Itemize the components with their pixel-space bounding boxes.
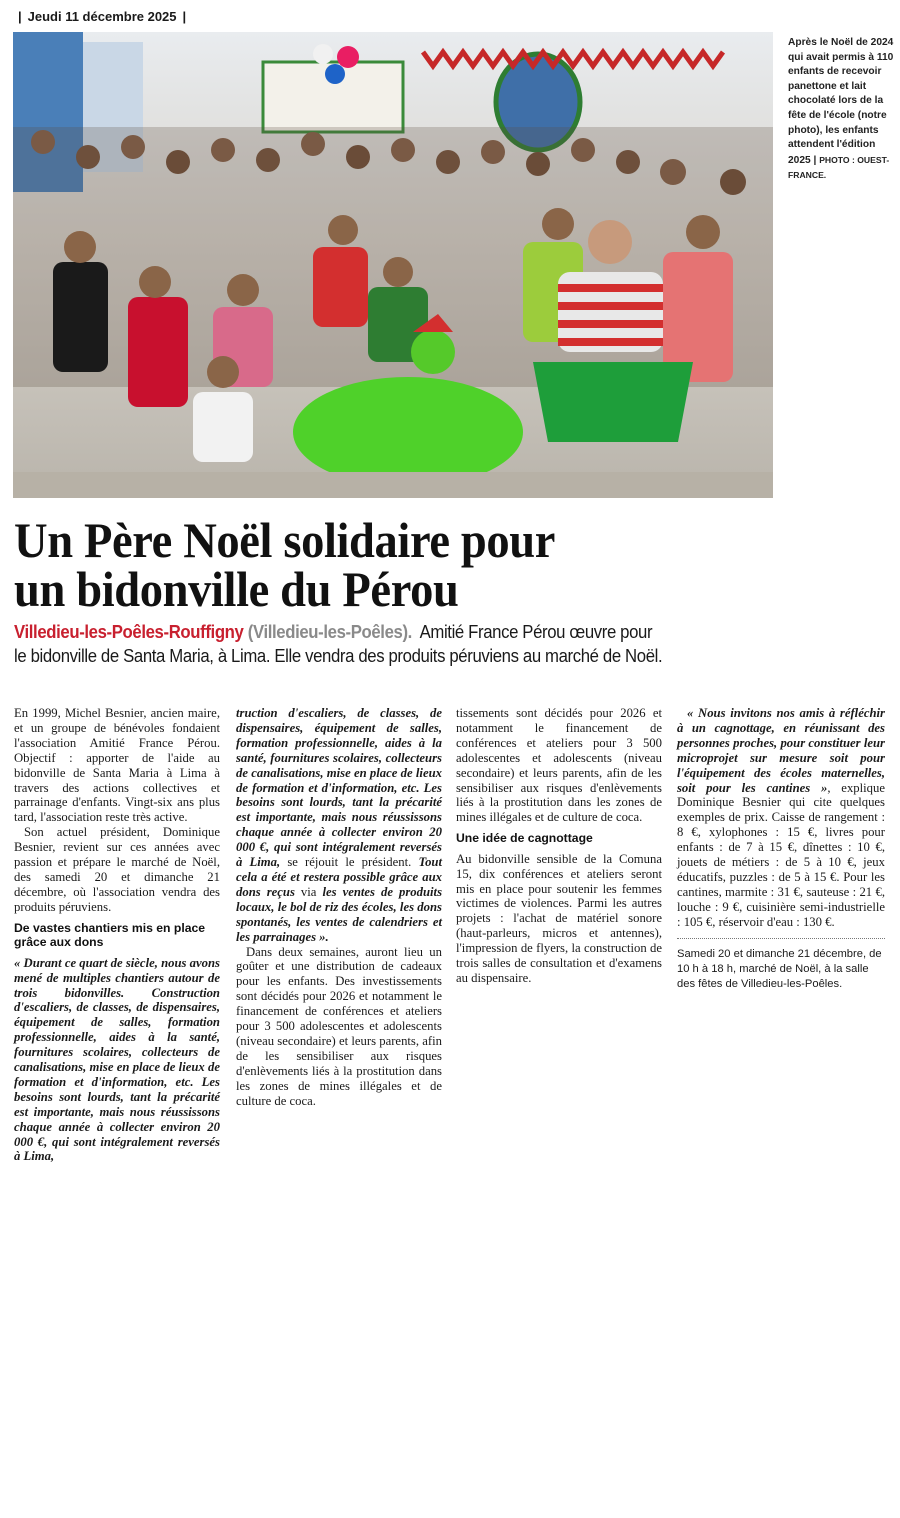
quote-text: « Durant ce quart de siècle, nous avons mené de multiples chantiers autour de trois bidonvilles. Construction d'escaliers, de classes, de dispensaires, équipement de salles, formation professionnelle, aides à la santé, fournitures scolaires, collecteurs de canalisations, mise en place de lieux de formation et d'information, etc. Les besoins sont lourds, tant la précarité est importante, mais nous réussissons chaque année à collecter environ 20 000 €, qui sont intégralement reversés à Lima, (14, 955, 220, 1164)
photo-credit: PHOTO : OUEST-FRANCE. (788, 154, 890, 181)
date: Jeudi 11 décembre 2025 (27, 9, 177, 24)
caption-text: Après le Noël de 2024 qui avait permis à 110 enfants de recevoir panettone et lait chocolaté lors de la fête de l'école (notre photo), les enfants attendent l'édition 2025 (788, 37, 894, 166)
dateline (12, 9, 192, 24)
article-photo (13, 32, 773, 498)
article-lead (14, 621, 824, 668)
quote-paragraph (14, 956, 220, 1165)
paragraph-continued: tissements sont décidés pour 2026 et notamment le financement de conférences et ateliers pour 3 500 adolescentes et adolescents (niveau secondaire) et leurs parents, afin de les sensibiliser aux risques d'enlèvements liés à la prostitution dans les zones de mines illégales et de culture de coca. (456, 706, 662, 825)
paragraph: En 1999, Michel Besnier, ancien maire, et un groupe de bénévoles fondaient l'association Amitié France Pérou. Objectif : apporter de l'aide au bidonville de Santa Maria à Lima à travers des actions collectives et parrainage d'enfants. Vingt-six ans plus tard, l'association reste très active. (14, 706, 220, 825)
location: Villedieu-les-Poêles-Rouffigny (14, 622, 244, 642)
article-column-1 (14, 706, 220, 1164)
article-column-3 (456, 706, 662, 1024)
headline-line-2: un bidonville du Pérou (14, 561, 459, 617)
reporting-verb: se réjouit le président. (280, 855, 419, 870)
headline-line-1: Un Père Noël solidaire pour (14, 512, 556, 568)
quote-continuation (236, 706, 442, 945)
floor (13, 472, 773, 498)
balloon (325, 64, 345, 84)
subheading: De vastes chantiers mis en place grâce aux dons (14, 920, 206, 950)
balloon (313, 44, 333, 64)
quote-text: les ventes de produits locaux, le bol de riz des écoles, les dons spontanés, les ventes de calendriers et les parrainages ». (236, 884, 443, 944)
sublocation: (Villedieu-les-Poêles). (247, 622, 412, 642)
headline (14, 512, 832, 617)
paragraph: Dans deux semaines, auront lieu un goûter et une distribution de cadeaux pour les enfants. Des investissements sont décidés pour 2026 et notamment le financement de conférences et ateliers pour 3 500 adolescentes et adolescents (niveau secondaire) et leurs parents, afin de les sensibiliser aux risques d'enlèvements liés à la prostitution dans les zones de mines illégales et de culture de coca. (236, 944, 442, 1108)
photo-caption (788, 36, 894, 184)
article-column-2-body (236, 706, 443, 1108)
paragraph: Son actuel président, Dominique Besnier, revient sur ces années avec passion et prépare le marché de Noël, des samedi 20 et dimanche 21 décembre, où l'association vendra des produits péruviens. (14, 825, 220, 914)
quote-text: « Nous invitons nos amis à réfléchir à un cagnottage, en réunissant des personnes proches, pour constituer leur microprojet sur mesure soit pour l'équipement des écoles maternelles, soit pour les cantines » (677, 706, 885, 795)
event-infobox: Samedi 20 et dimanche 21 décembre, de 10 h à 18 h, marché de Noël, à la salle des fêtes de Villedieu-les-Poêles. (677, 938, 885, 992)
dateline-separator: | (182, 9, 187, 24)
photo-illustration (13, 32, 773, 498)
quote-text-continued: truction d'escaliers, de classes, de dispensaires, équipement de salles, formation professionnelle, aides à la santé, fournitures scolaires, collecteurs de canalisations, mise en place de lieux de formation et d'information, etc. Les besoins sont lourds, tant la précarité est importante, mais nous réussissons chaque année à collecter environ 20 000 €, qui sont intégralement reversés à Lima, (236, 706, 442, 870)
article-column-4 (677, 706, 885, 1024)
quote-via: via (300, 884, 317, 899)
caption-credit-separator: | (810, 154, 820, 166)
balloon (337, 46, 359, 68)
quote-text: Tout cela a été et restera possible grâce aux dons reçus (236, 855, 442, 899)
lead-line-2: le bidonville de Santa Maria, à Lima. Elle vendra des produits péruviens au marché de Noël. (14, 645, 663, 666)
quote-attribution: , explique Dominique Besnier qui cite quelques exemples de prix. Caisse de rangement : 8 €, xylophones : 15 €, livres pour enfants : de 7 à 15 €, dînettes : 10 €, jouets de métiers : de 5 à 10 €, jeux éducatifs, puzzles : de 5 à 15 €. Pour les cantines, marmite : 31 €, sauteuse : 21 €, louche : 9 €, cuisinière semi-industrielle : 105 €, réservoir d'eau : 130 €. (677, 780, 885, 929)
paragraph: Au bidonville sensible de la Comuna 15, dix conférences et ateliers seront mis en place pour soutenir les femmes victimes de violences. Parmi les autres projets : l'achat de matériel sonore (haut-parleurs, micros et antennes), l'impression de flyers, la construction de trois salles de consultation et d'examens au dispensaire. (456, 851, 662, 985)
article-column-2 (236, 1200, 442, 1518)
quote-paragraph (677, 706, 885, 930)
dateline-separator: | (18, 9, 22, 24)
lead-line-1: Amitié France Pérou œuvre pour (419, 622, 653, 642)
subheading: Une idée de cagnottage (456, 831, 593, 846)
